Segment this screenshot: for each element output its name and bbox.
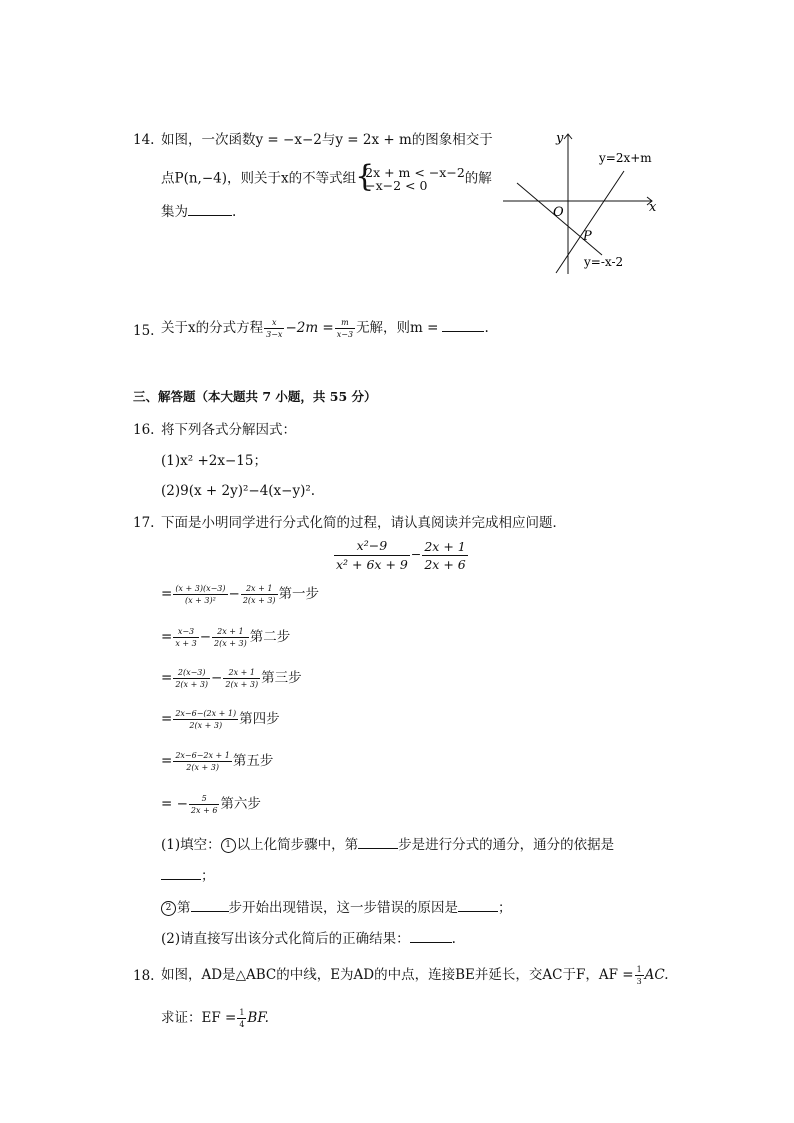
expr-fraction-2: $\frac{2x + 1}{2x + 6}$: [424, 538, 466, 572]
q17-blank-error-reason[interactable]: [458, 899, 498, 912]
step-3-frac-b: $\frac{2x + 1}{2(x + 3)}$: [225, 668, 259, 689]
q14-answer-blank[interactable]: [188, 203, 232, 216]
q17-blank-result[interactable]: [410, 930, 452, 943]
step-2-frac-a: $\frac{x-3}{x + 3}$: [175, 627, 197, 648]
inequality-system: [356, 166, 465, 192]
origin-label: O: [553, 205, 564, 220]
q15-post: 无解，则m =: [356, 320, 439, 336]
q17-fill-1: (1)填空： 1 以上化简步骤中，第 步是进行分式的通分，通分的依据是: [161, 837, 615, 853]
circled-number-2: 2: [161, 901, 176, 916]
circled-number-1: 1: [221, 838, 236, 853]
step-4-label: 第四步: [239, 711, 280, 727]
q16-part-2: (2)9(x + 2y)²−4(x−y)².: [161, 483, 316, 499]
line-y-neg-x-2-label: y=-x-2: [584, 255, 624, 269]
q15-mid: −2m =: [285, 320, 334, 336]
af-fraction: $\frac{1}{3}$: [636, 965, 642, 986]
step-4: = $\frac{2x-6-(2x + 1)}{2(x + 3)}$ 第四步: [161, 709, 280, 730]
q18-prove: 求证：EF = $\frac{1}{4}$ BF.: [161, 1008, 269, 1029]
q17-fill-1-cont: ；: [161, 867, 215, 885]
q17-blank-error-step[interactable]: [191, 899, 229, 912]
step-5-frac: $\frac{2x-6-2x + 1}{2(x + 3)}$: [175, 751, 230, 772]
q18-text: 如图，AD是△ABC的中线，E为AD的中点，连接BE并延长，交AC于F，AF = $\frac{1}{3}$ AC.: [161, 965, 669, 986]
q18-number: 18.: [133, 968, 155, 984]
q14-line3: [161, 203, 236, 221]
q16-number: 16.: [133, 422, 155, 438]
step-5: = $\frac{2x-6-2x + 1}{2(x + 3)}$ 第五步: [161, 751, 274, 772]
q14-line3-post: .: [232, 204, 237, 220]
step-1-frac-a: $\frac{(x + 3)(x-3)}{\text{(x + 3)²}}$: [175, 584, 226, 605]
q15-answer-blank[interactable]: [442, 319, 484, 332]
q15-fraction-2: $\frac{m}{x-3}$: [336, 318, 354, 339]
q17-number: 17.: [133, 515, 155, 531]
x-axis-label: x: [649, 200, 657, 215]
step-1: = $\frac{(x + 3)(x-3)}{\text{(x + 3)²}}$ − $\frac{2x + 1}{2(x + 3)}$ 第一步: [161, 584, 320, 605]
q15-number: 15.: [133, 323, 155, 339]
step-4-frac: $\frac{2x-6-(2x + 1)}{2(x + 3)}$: [175, 709, 237, 730]
expr-minus: −: [410, 546, 422, 562]
q17-fill-2: 2 第 步开始出现错误，这一步错误的原因是 ；: [161, 899, 512, 917]
step-2-label: 第二步: [249, 629, 291, 645]
q14-line1: 如图，一次函数y = −x−2与y = 2x + m的图象相交于: [161, 132, 493, 148]
q14-line2-pre: 点P(n,−4)，则关于x的不等式组: [161, 170, 357, 187]
y-axis-label: y: [556, 131, 564, 146]
q17-expression: [333, 538, 469, 572]
q14-graph: [500, 128, 670, 276]
q14-line2-post: 的解: [464, 170, 492, 187]
step-5-label: 第五步: [232, 753, 274, 769]
step-2-frac-b: $\frac{2x + 1}{2(x + 3)}$: [214, 627, 247, 648]
q14-number: 14.: [133, 132, 155, 148]
ef-fraction: $\frac{1}{4}$: [239, 1008, 245, 1029]
q15-pre: 关于x的分式方程: [161, 320, 264, 336]
q14-line2: [161, 166, 492, 192]
inequality-1: { 2x + m < −x−2: [365, 165, 465, 180]
q17-fill-3: (2)请直接写出该分式化简后的正确结果： .: [161, 931, 456, 947]
expr-fraction-1: $\frac{\text{x²−9}}{\text{x² + 6x + 9}}$: [336, 538, 408, 572]
inequality-2: −x−2 < 0: [365, 178, 428, 193]
step-6: = − $\frac{5}{2x + 6}$ 第六步: [161, 794, 261, 815]
point-p-label: P: [583, 229, 592, 244]
section-3-heading: 三、解答题（本大题共 7 小题，共 55 分）: [133, 389, 377, 404]
q16-part-1: (1)x² +2x−15；: [161, 453, 267, 469]
step-3: = $\frac{2(x-3)}{2(x + 3)}$ − $\frac{2x + 1}{2(x + 3)}$ 第三步: [161, 668, 302, 689]
step-3-label: 第三步: [261, 670, 302, 686]
q15-text: [161, 318, 489, 339]
q17-blank-step-common[interactable]: [358, 836, 398, 849]
line-y-2x-m-label: y=2x+m: [599, 151, 652, 165]
step-1-frac-b: $\frac{2x + 1}{2(x + 3)}$: [242, 584, 276, 605]
step-6-frac: $\frac{5}{2x + 6}$: [190, 794, 218, 815]
step-3-frac-a: $\frac{2(x-3)}{2(x + 3)}$: [175, 668, 209, 689]
q15-end: .: [484, 320, 489, 336]
q14-line3-pre: 集为: [161, 204, 188, 220]
q17-blank-basis[interactable]: [161, 867, 201, 880]
q15-fraction-1: $\frac{x}{3-x}$: [266, 318, 283, 339]
q17-title: 下面是小明同学进行分式化简的过程，请认真阅读并完成相应问题．: [161, 515, 566, 531]
q16-title: 将下列各式分解因式：: [161, 422, 296, 438]
step-6-label: 第六步: [220, 796, 261, 812]
step-1-label: 第一步: [278, 586, 320, 602]
step-2: = $\frac{x-3}{x + 3}$ − $\frac{2x + 1}{2(x + 3)}$ 第二步: [161, 627, 291, 648]
